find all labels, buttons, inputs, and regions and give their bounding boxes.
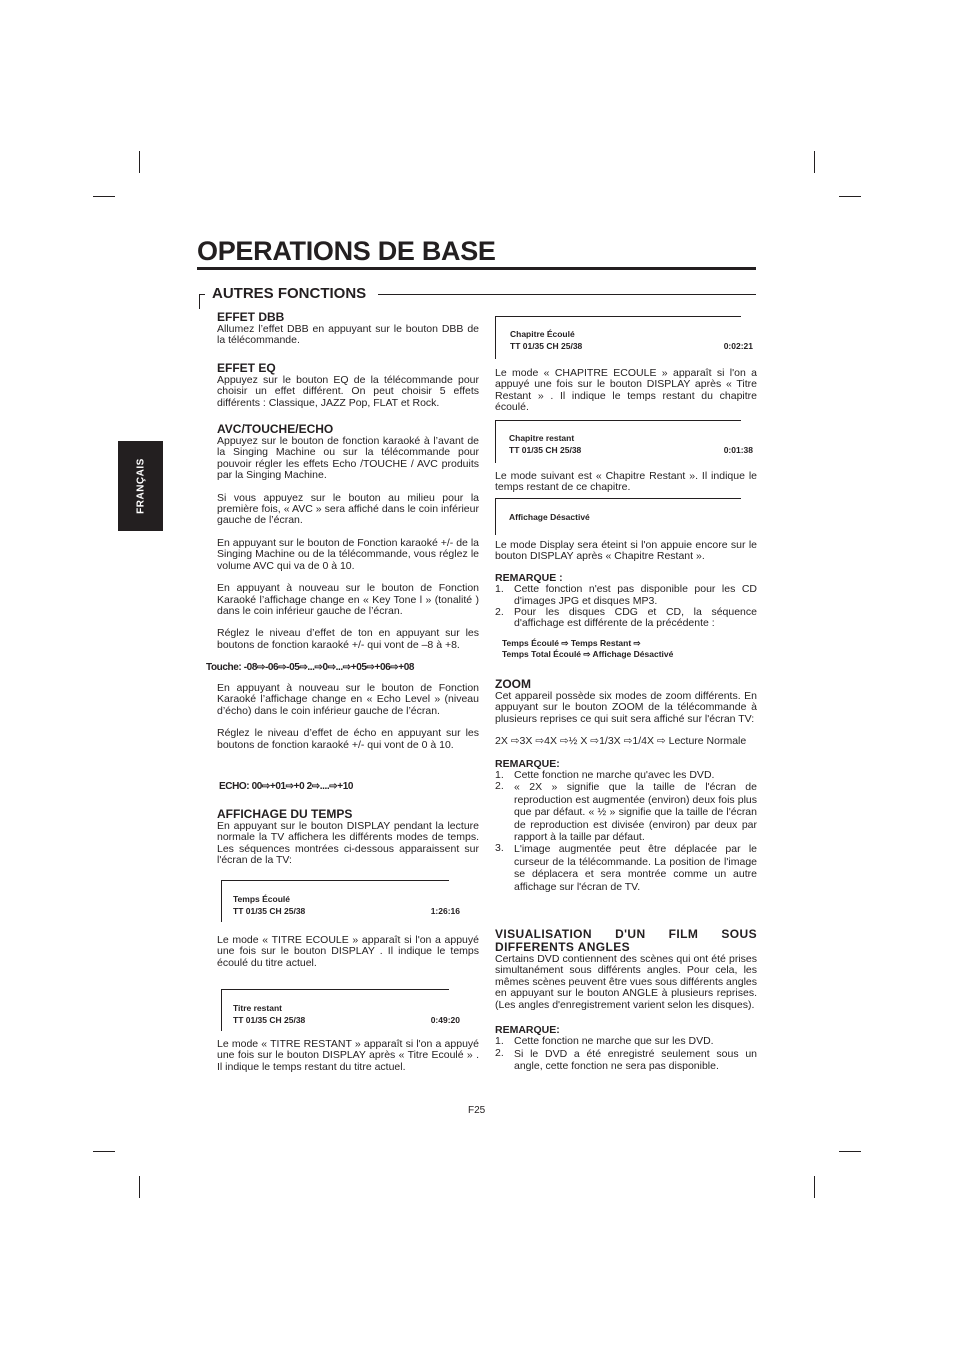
crop-mark: [93, 1151, 115, 1152]
list-item: 1. Cette fonction ne marche qu'avec les DVD.: [495, 769, 715, 782]
zoom-heading: ZOOM: [495, 677, 531, 691]
section-title: AUTRES FONCTIONS: [212, 285, 367, 302]
page-title: OPERATIONS DE BASE: [197, 236, 496, 266]
left-column-cont: [217, 683, 479, 751]
avc-paragraph: Appuyez sur le bouton de fonction karaoké à l’avant de la Singing Machine ou sur la télécommande pour pouvoir régler les effets Echo /TOUCHE / AVC produits par la Singing Machine.: [217, 435, 479, 482]
avc-paragraph: En appuyant à nouveau sur le bouton de Fonction Karaoké l’affichage change en « Echo Level » (niveau d’écho) dans le coin inférieur gauche de l’écran.: [217, 682, 479, 717]
zoom-sequence: 2X ⇨3X ⇨4X ⇨½ X ⇨1/3X ⇨1/4X ⇨ Lecture Normale: [495, 735, 747, 748]
crop-mark: [814, 1176, 815, 1198]
avc-paragraph: Si vous appuyez sur le bouton au milieu pour la première fois, « AVC » sera affiché dans le coin inférieur gauche de l’écran.: [217, 491, 479, 527]
language-tab-label: FRANÇAIS: [135, 458, 146, 514]
eq-heading: EFFET EQ: [217, 360, 276, 375]
angles-text: Certains DVD contiennent des scènes qui ont été prises simultanément sous différents angles. Pour cela, les mêmes scènes peuvent être vues sous différents angles en appuyant sur le bouton ANGLE à plusieurs reprises. (Les angles d'enregistrement varient selon les disques).: [495, 953, 757, 1011]
right-paragraph-block: [495, 471, 757, 494]
box-time: 0:01:38: [723, 445, 753, 455]
box-time: 0:02:21: [723, 341, 753, 351]
crop-mark: [93, 196, 115, 197]
box-label: Affichage Désactivé: [509, 512, 590, 522]
chapter-paragraph: Le mode suivant est « Chapitre Restant ». Il indique le temps restant de ce chapitre.: [495, 470, 757, 494]
eq-text: Appuyez sur le bouton EQ de la télécommande pour choisir un effet différent. On peut choisir 5 effets différents : Classique, JAZZ Pop, FLAT et Rock.: [217, 373, 479, 409]
crop-mark: [139, 1176, 140, 1198]
list-item: 1. Cette fonction n'est pas disponible pour les CD d'images JPG et disques MP3.: [495, 583, 757, 607]
cdg-sequence-line: Temps Écoulé ⇨ Temps Restant ⇨: [502, 638, 641, 648]
language-tab: [118, 441, 163, 531]
zoom-text: Cet appareil possède six modes de zoom différents. En appuyant sur le bouton ZOOM de la télécommande à plusieurs reprises ce qui suit sera affiché sur l'écran TV:: [495, 690, 757, 725]
list-item: 2. Si le DVD a été enregistré seulement sous un angle, cette fonction ne sera pas disponible.: [495, 1046, 757, 1073]
dbb-heading: EFFET DBB: [217, 310, 285, 324]
list-item: 2. Pour les disques CDG et CD, la séquence d'affichage est différente de la précédente :: [495, 606, 757, 630]
right-paragraph-block: [495, 540, 757, 630]
box-track: TT 01/35 CH 25/38: [233, 1015, 306, 1025]
left-column: [217, 311, 479, 651]
list-item: 2. « 2X » signifie que la taille de l'écran de reproduction est augmentée (environ) deux fois plus que par défaut. « ½ » signifie que la taille de l'écran de reproduction est divisée (environ) par deux par rapport à la taille par défaut.: [495, 780, 757, 844]
time-display-box: [221, 989, 460, 1031]
box-label: Chapitre restant: [509, 433, 575, 443]
title-rule: [197, 267, 756, 270]
echo-sequence: ECHO: 00⇨+01⇨+0 2⇨....⇨+10: [219, 781, 354, 792]
time-text: En appuyant sur le bouton DISPLAY pendant la lecture normale la TV affichera les différents modes de temps. Les séquences montrées ci-dessous apparaissent sur l'écran de la TV:: [217, 820, 479, 867]
box-track: TT 01/35 CH 25/38: [509, 445, 582, 455]
remarque-heading: REMARQUE:: [495, 1024, 560, 1037]
crop-mark: [839, 196, 861, 197]
angles-section: [495, 928, 757, 1073]
time-after: [217, 1039, 479, 1073]
crop-mark: [814, 151, 815, 173]
time-heading: AFFICHAGE DU TEMPS: [217, 807, 353, 821]
chapter-paragraph: Le mode « CHAPITRE ECOULE » apparaît si l'on a appuyé une fois sur le bouton DISPLAY après « Titre Restant » . Il indique le temps restant du chapitre écoulé.: [495, 367, 757, 414]
time-display-box: [495, 316, 753, 359]
display-off-box: [495, 498, 741, 535]
touche-sequence: Touche: -08⇨-06⇨-05⇨...⇨0⇨...⇨+05⇨+06⇨+08: [206, 662, 415, 673]
box-label: Temps Écoulé: [233, 894, 290, 904]
list-item: 1. Cette fonction ne marche que sur les DVD.: [495, 1035, 714, 1048]
zoom-section: [495, 678, 757, 893]
box-time: 0:49:20: [430, 1015, 460, 1025]
avc-paragraph: Réglez le niveau d’effet de ton en appuyant sur les boutons de fonction karaoké +/- qui vont de –8 à +8.: [217, 627, 479, 651]
box-track: TT 01/35 CH 25/38: [233, 906, 306, 916]
time-paragraph: Le mode « TITRE ECOULE » apparaît si l'on a appuyé une fois sur le bouton DISPLAY . Il indique le temps écoulé du titre actuel.: [217, 934, 479, 969]
avc-paragraph: Réglez le niveau d’effet de écho en appuyant sur les boutons de fonction karaoké +/- qui vont de 0 à 10.: [217, 727, 479, 751]
remarque-list: [495, 1036, 757, 1072]
box-track: TT 01/35 CH 25/38: [510, 341, 583, 351]
avc-heading: AVC/TOUCHE/ECHO: [217, 422, 334, 437]
remarque-heading: REMARQUE :: [495, 571, 563, 584]
time-after: [217, 935, 479, 969]
time-display-box: [221, 880, 460, 922]
time-display-box: [495, 420, 753, 463]
remarque-list: [495, 770, 757, 893]
box-time: 1:26:16: [430, 906, 460, 916]
crop-mark: [139, 151, 140, 173]
section-bracket: [199, 294, 205, 309]
avc-paragraph: En appuyant sur le bouton de Fonction karaoké +/- de la Singing Machine ou de la télécommande, vous réglez le volume AVC qui va de 0 à 10.: [217, 536, 479, 572]
right-paragraph-block: [495, 368, 757, 414]
dbb-text: Allumez l’effet DBB en appuyant sur le bouton DBB de la télécommande.: [217, 323, 479, 347]
cdg-sequence-line: Temps Total Écoulé ⇨ Affichage Désactivé: [502, 649, 674, 659]
box-label: Titre restant: [233, 1003, 282, 1013]
time-paragraph: Le mode « TITRE RESTANT » apparaît si l'on a appuyé une fois sur le bouton DISPLAY après « Titre Ecoulé » . Il indique le temps restant du titre actuel.: [217, 1038, 479, 1073]
remarque-heading: REMARQUE:: [495, 757, 560, 770]
section-rule: [378, 294, 756, 295]
remarque-list: [495, 584, 757, 630]
display-off-paragraph: Le mode Display sera éteint si l'on appuie encore sur le bouton DISPLAY après « Chapitre Restant ».: [495, 539, 757, 563]
time-section: [217, 808, 479, 867]
crop-mark: [839, 1151, 861, 1152]
avc-paragraph: En appuyant à nouveau sur le bouton de Fonction Karaoké l’affichage change en « Key Tone l » (tonalité ) dans le coin inférieur gauche de l’écran.: [217, 582, 479, 617]
box-label: Chapitre Écoulé: [510, 329, 575, 339]
list-item: 3. L'image augmentée peut être déplacée par le curseur de la télécommande. La position de l'image se déplacera et sera montrée comme un autre affichage sur l'écran de TV.: [495, 842, 757, 893]
angles-heading: VISUALISATION D'UN FILM SOUS DIFFERENTS ANGLES: [495, 927, 757, 954]
page-number: F25: [468, 1105, 486, 1116]
